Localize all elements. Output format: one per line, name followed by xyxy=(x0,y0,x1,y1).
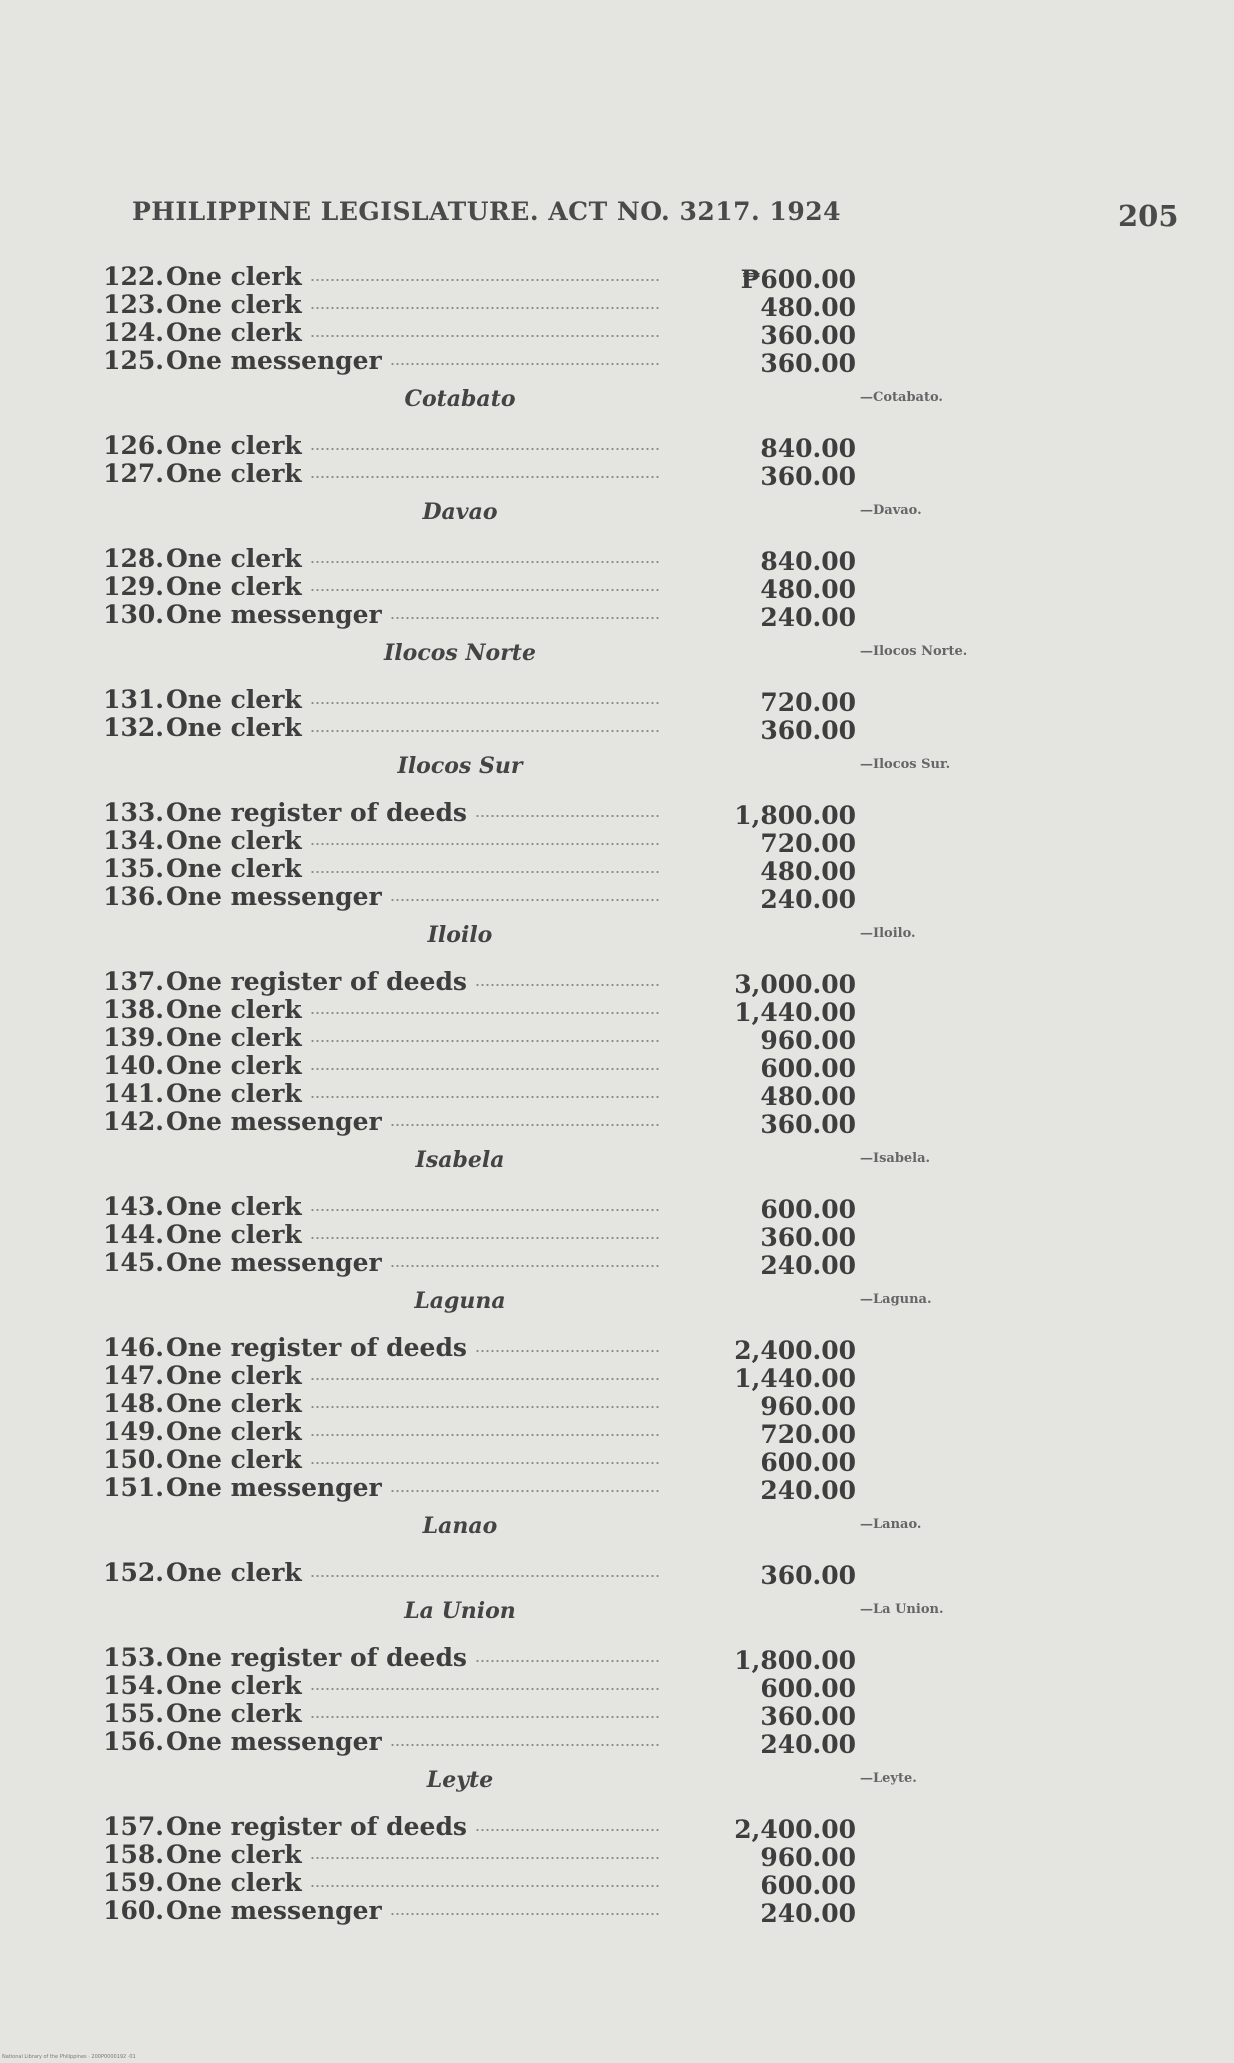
margin-note: —La Union. xyxy=(860,1602,944,1617)
entry-description: One register of deeds xyxy=(166,1812,468,1841)
entry-amount: 240.00 xyxy=(760,603,856,632)
entry-description: One messenger xyxy=(166,600,382,629)
entry-amount: 600.00 xyxy=(760,1054,856,1083)
entry-amount: 480.00 xyxy=(760,293,856,322)
entry-row xyxy=(0,1417,1234,1449)
section-title: Ilocos Sur xyxy=(397,753,523,779)
entry-amount: 2,400.00 xyxy=(734,1336,856,1365)
entry-number: 128. xyxy=(103,544,164,573)
entry-number: 145. xyxy=(103,1248,164,1277)
entry-number: 124. xyxy=(103,318,164,347)
entry-amount: 240.00 xyxy=(760,1251,856,1280)
entry-amount: 1,440.00 xyxy=(734,1364,856,1393)
entry-row xyxy=(0,431,1234,463)
entry-row xyxy=(0,1727,1234,1759)
entry-amount: 240.00 xyxy=(760,1899,856,1928)
entry-description: One clerk xyxy=(166,572,302,601)
margin-note: —Leyte. xyxy=(860,1771,917,1786)
entry-description: One clerk xyxy=(166,1558,302,1587)
entry-amount: 600.00 xyxy=(760,1674,856,1703)
dot-leader xyxy=(475,984,660,986)
entry-row xyxy=(0,1023,1234,1055)
entry-row xyxy=(0,1699,1234,1731)
entry-number: 129. xyxy=(103,572,164,601)
entry-description: One clerk xyxy=(166,544,302,573)
entry-number: 133. xyxy=(103,798,164,827)
scan-footer: National Library of the Philippines · 200P0000192 ·01 xyxy=(2,2054,136,2060)
entry-number: 134. xyxy=(103,826,164,855)
entry-description: One clerk xyxy=(166,995,302,1024)
section-heading xyxy=(0,1276,1234,1333)
section-heading xyxy=(0,1501,1234,1558)
margin-note: —Ilocos Sur. xyxy=(860,757,951,772)
entry-number: 148. xyxy=(103,1389,164,1418)
entry-amount: 360.00 xyxy=(760,321,856,350)
margin-note: —Iloilo. xyxy=(860,926,916,941)
dot-leader xyxy=(310,279,660,281)
entry-row xyxy=(0,262,1234,294)
entry-description: One clerk xyxy=(166,854,302,883)
entry-description: One register of deeds xyxy=(166,1643,468,1672)
dot-leader xyxy=(310,1434,660,1436)
dot-leader xyxy=(310,1068,660,1070)
entry-description: One clerk xyxy=(166,1417,302,1446)
dot-leader xyxy=(310,1716,660,1718)
dot-leader xyxy=(310,448,660,450)
dot-leader xyxy=(310,1237,660,1239)
entry-number: 149. xyxy=(103,1417,164,1446)
entry-row xyxy=(0,1333,1234,1365)
entry-row xyxy=(0,1473,1234,1505)
entry-amount: 600.00 xyxy=(760,1871,856,1900)
section-heading xyxy=(0,1755,1234,1812)
entry-number: 138. xyxy=(103,995,164,1024)
entry-row xyxy=(0,1896,1234,1928)
dot-leader xyxy=(310,1462,660,1464)
entry-row xyxy=(0,854,1234,886)
entry-row xyxy=(0,290,1234,322)
entry-row xyxy=(0,1812,1234,1844)
entry-row xyxy=(0,1671,1234,1703)
entry-row xyxy=(0,967,1234,999)
entry-row xyxy=(0,798,1234,830)
entry-description: One clerk xyxy=(166,431,302,460)
entry-description: One clerk xyxy=(166,1079,302,1108)
entry-number: 156. xyxy=(103,1727,164,1756)
entry-number: 136. xyxy=(103,882,164,911)
entry-number: 139. xyxy=(103,1023,164,1052)
dot-leader xyxy=(390,1913,660,1915)
section-title: La Union xyxy=(404,1598,516,1624)
dot-leader xyxy=(310,843,660,845)
entry-description: One clerk xyxy=(166,459,302,488)
margin-note: —Ilocos Norte. xyxy=(860,644,968,659)
entry-description: One clerk xyxy=(166,1699,302,1728)
entry-number: 160. xyxy=(103,1896,164,1925)
entry-number: 154. xyxy=(103,1671,164,1700)
entry-amount: 840.00 xyxy=(760,434,856,463)
dot-leader xyxy=(310,589,660,591)
entry-row xyxy=(0,1248,1234,1280)
entry-description: One clerk xyxy=(166,826,302,855)
entry-amount: 960.00 xyxy=(760,1392,856,1421)
entry-row xyxy=(0,544,1234,576)
dot-leader xyxy=(310,1209,660,1211)
entry-amount: ₱600.00 xyxy=(740,265,856,294)
entry-row xyxy=(0,1445,1234,1477)
entry-number: 157. xyxy=(103,1812,164,1841)
entry-row xyxy=(0,1868,1234,1900)
margin-note: —Cotabato. xyxy=(860,390,943,405)
dot-leader xyxy=(310,871,660,873)
dot-leader xyxy=(310,1406,660,1408)
entry-description: One register of deeds xyxy=(166,1333,468,1362)
dot-leader xyxy=(390,1490,660,1492)
entry-row xyxy=(0,1107,1234,1139)
entry-description: One messenger xyxy=(166,346,382,375)
entry-number: 142. xyxy=(103,1107,164,1136)
margin-note: —Laguna. xyxy=(860,1292,932,1307)
entry-amount: 360.00 xyxy=(760,462,856,491)
entry-description: One messenger xyxy=(166,1248,382,1277)
entry-amount: 360.00 xyxy=(760,1561,856,1590)
entry-row xyxy=(0,1192,1234,1224)
entry-number: 130. xyxy=(103,600,164,629)
entry-row xyxy=(0,882,1234,914)
entry-row xyxy=(0,826,1234,858)
entry-number: 126. xyxy=(103,431,164,460)
entry-row xyxy=(0,459,1234,491)
running-header: PHILIPPINE LEGISLATURE. ACT NO. 3217. 1924 xyxy=(132,197,842,226)
entry-amount: 480.00 xyxy=(760,575,856,604)
entry-description: One register of deeds xyxy=(166,967,468,996)
dot-leader xyxy=(310,730,660,732)
entry-description: One clerk xyxy=(166,1840,302,1869)
entry-amount: 720.00 xyxy=(760,688,856,717)
margin-note: —Isabela. xyxy=(860,1151,931,1166)
entry-number: 159. xyxy=(103,1868,164,1897)
entry-amount: 240.00 xyxy=(760,1730,856,1759)
entry-amount: 1,800.00 xyxy=(734,1646,856,1675)
entry-description: One messenger xyxy=(166,882,382,911)
dot-leader xyxy=(310,702,660,704)
entry-row xyxy=(0,1558,1234,1590)
entry-number: 152. xyxy=(103,1558,164,1587)
entry-description: One messenger xyxy=(166,1727,382,1756)
entry-number: 127. xyxy=(103,459,164,488)
section-heading xyxy=(0,487,1234,544)
entry-row xyxy=(0,1051,1234,1083)
entry-description: One clerk xyxy=(166,1671,302,1700)
entry-number: 137. xyxy=(103,967,164,996)
entry-number: 144. xyxy=(103,1220,164,1249)
dot-leader xyxy=(310,307,660,309)
entry-number: 146. xyxy=(103,1333,164,1362)
entry-number: 158. xyxy=(103,1840,164,1869)
dot-leader xyxy=(390,899,660,901)
section-title: Isabela xyxy=(415,1147,505,1173)
section-heading xyxy=(0,741,1234,798)
entry-number: 153. xyxy=(103,1643,164,1672)
dot-leader xyxy=(310,1885,660,1887)
section-title: Ilocos Norte xyxy=(384,640,536,666)
entry-amount: 1,800.00 xyxy=(734,801,856,830)
entry-amount: 1,440.00 xyxy=(734,998,856,1027)
entry-row xyxy=(0,318,1234,350)
entry-description: One messenger xyxy=(166,1896,382,1925)
appropriation-list xyxy=(0,262,1234,1928)
entry-row xyxy=(0,1361,1234,1393)
entry-description: One clerk xyxy=(166,318,302,347)
dot-leader xyxy=(475,815,660,817)
dot-leader xyxy=(475,1350,660,1352)
dot-leader xyxy=(310,1857,660,1859)
entry-row xyxy=(0,572,1234,604)
entry-number: 151. xyxy=(103,1473,164,1502)
entry-number: 132. xyxy=(103,713,164,742)
dot-leader xyxy=(310,1096,660,1098)
entry-number: 140. xyxy=(103,1051,164,1080)
entry-row xyxy=(0,1643,1234,1675)
entry-description: One clerk xyxy=(166,1023,302,1052)
dot-leader xyxy=(390,363,660,365)
section-title: Iloilo xyxy=(427,922,493,948)
entry-number: 125. xyxy=(103,346,164,375)
entry-row xyxy=(0,1220,1234,1252)
entry-amount: 360.00 xyxy=(760,1223,856,1252)
section-heading xyxy=(0,910,1234,967)
entry-description: One clerk xyxy=(166,1192,302,1221)
entry-amount: 720.00 xyxy=(760,1420,856,1449)
dot-leader xyxy=(310,1575,660,1577)
section-title: Davao xyxy=(422,499,498,525)
entry-number: 123. xyxy=(103,290,164,319)
entry-number: 143. xyxy=(103,1192,164,1221)
entry-description: One clerk xyxy=(166,1051,302,1080)
dot-leader xyxy=(310,476,660,478)
entry-description: One clerk xyxy=(166,685,302,714)
entry-description: One clerk xyxy=(166,1868,302,1897)
entry-number: 135. xyxy=(103,854,164,883)
entry-number: 150. xyxy=(103,1445,164,1474)
entry-description: One clerk xyxy=(166,290,302,319)
dot-leader xyxy=(310,561,660,563)
entry-amount: 840.00 xyxy=(760,547,856,576)
entry-amount: 240.00 xyxy=(760,885,856,914)
entry-description: One clerk xyxy=(166,1220,302,1249)
dot-leader xyxy=(475,1660,660,1662)
entry-amount: 2,400.00 xyxy=(734,1815,856,1844)
entry-description: One clerk xyxy=(166,1361,302,1390)
entry-amount: 3,000.00 xyxy=(734,970,856,999)
entry-row xyxy=(0,600,1234,632)
entry-description: One clerk xyxy=(166,713,302,742)
entry-row xyxy=(0,713,1234,745)
entry-amount: 360.00 xyxy=(760,349,856,378)
entry-description: One register of deeds xyxy=(166,798,468,827)
entry-amount: 360.00 xyxy=(760,1110,856,1139)
dot-leader xyxy=(475,1829,660,1831)
entry-amount: 240.00 xyxy=(760,1476,856,1505)
entry-amount: 480.00 xyxy=(760,857,856,886)
entry-row xyxy=(0,1389,1234,1421)
entry-description: One clerk xyxy=(166,1445,302,1474)
dot-leader xyxy=(390,617,660,619)
entry-number: 131. xyxy=(103,685,164,714)
entry-row xyxy=(0,346,1234,378)
entry-amount: 720.00 xyxy=(760,829,856,858)
entry-row xyxy=(0,685,1234,717)
section-title: Laguna xyxy=(414,1288,506,1314)
entry-amount: 480.00 xyxy=(760,1082,856,1111)
section-title: Leyte xyxy=(426,1767,494,1793)
margin-note: —Lanao. xyxy=(860,1517,922,1532)
dot-leader xyxy=(310,1378,660,1380)
section-heading xyxy=(0,374,1234,431)
entry-amount: 360.00 xyxy=(760,716,856,745)
entry-row xyxy=(0,995,1234,1027)
entry-number: 147. xyxy=(103,1361,164,1390)
entry-amount: 360.00 xyxy=(760,1702,856,1731)
dot-leader xyxy=(310,335,660,337)
entry-amount: 600.00 xyxy=(760,1448,856,1477)
entry-number: 141. xyxy=(103,1079,164,1108)
section-heading xyxy=(0,1586,1234,1643)
section-heading xyxy=(0,628,1234,685)
entry-description: One messenger xyxy=(166,1473,382,1502)
section-title: Lanao xyxy=(422,1513,498,1539)
section-heading xyxy=(0,1135,1234,1192)
entry-number: 155. xyxy=(103,1699,164,1728)
section-title: Cotabato xyxy=(404,386,516,412)
entry-amount: 600.00 xyxy=(760,1195,856,1224)
entry-description: One clerk xyxy=(166,1389,302,1418)
dot-leader xyxy=(310,1040,660,1042)
entry-amount: 960.00 xyxy=(760,1026,856,1055)
entry-description: One messenger xyxy=(166,1107,382,1136)
entry-row xyxy=(0,1079,1234,1111)
dot-leader xyxy=(390,1744,660,1746)
dot-leader xyxy=(310,1688,660,1690)
dot-leader xyxy=(390,1124,660,1126)
dot-leader xyxy=(390,1265,660,1267)
entry-amount: 960.00 xyxy=(760,1843,856,1872)
entry-number: 122. xyxy=(103,262,164,291)
margin-note: —Davao. xyxy=(860,503,922,518)
entry-description: One clerk xyxy=(166,262,302,291)
page-number: 205 xyxy=(1118,199,1179,233)
dot-leader xyxy=(310,1012,660,1014)
entry-row xyxy=(0,1840,1234,1872)
